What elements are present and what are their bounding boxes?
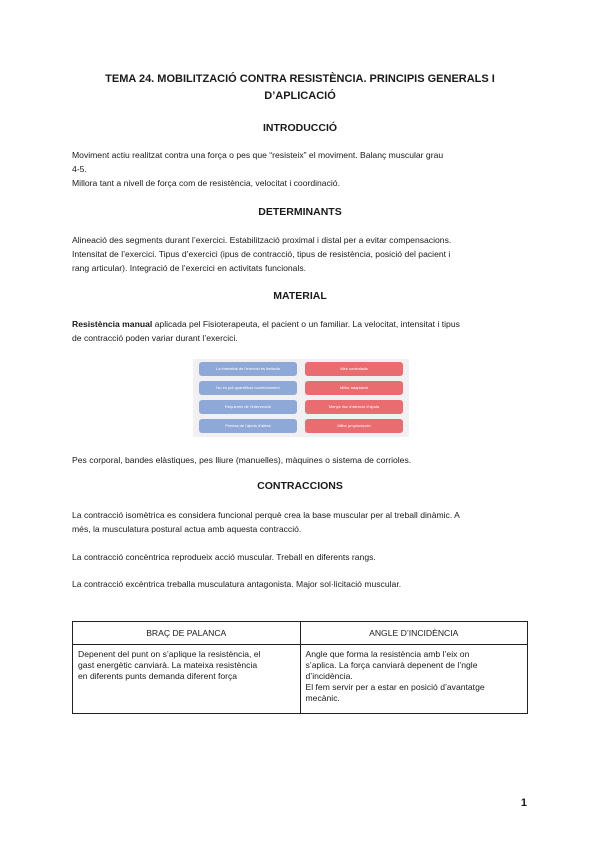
cell-line: El fem servir per a estar en posició d’avantatge: [305, 682, 485, 692]
table-row: [73, 645, 528, 714]
determinants-line-3: rang articular). Integració de l’exercici en activitats funcionals.: [72, 263, 307, 273]
table-header-cell: BRAÇ DE PALANCA: [73, 622, 301, 645]
document-title: [80, 71, 520, 105]
diagram-right-item: Millor adaptació: [305, 381, 403, 395]
cell-line: s’aplica. La força canviarà depenent de l’ngle: [305, 660, 478, 670]
cell-line: gast energètic canviarà. La mateixa resistència: [78, 660, 258, 670]
resistance-diagram: [193, 359, 409, 437]
introduccio-line-3: Millora tant a nivell de força com de resistència, velocitat i coordinació.: [72, 178, 340, 188]
diagram-left-item: Precisa de l’ajuda d’altres: [199, 419, 297, 433]
determinants-line-2: Intensitat de l’exercici. Tipus d’exercici (ipus de contracció, tipus de resistència, posició del pacient i: [72, 249, 451, 259]
material-line-2: de contracció poden variar durant l’exercici.: [72, 333, 238, 343]
table-cell-angle-incidencia: [300, 645, 528, 714]
table-header-cell: ANGLE D’INCIDÈNCIA: [300, 622, 528, 645]
determinants-line-1: Alineació des segments durant l’exercici. Estabilització proximal i distal per a evitar compensacions.: [72, 235, 452, 245]
diagram-right-item: Menys risc d’atenció d’ajuda: [305, 400, 403, 414]
heading-material: MATERIAL: [273, 290, 327, 302]
cell-line: d’incidència.: [305, 671, 353, 681]
contraccions-p1-line-1: La contracció isomètrica es considera funcional perquè crea la base muscular per al treball dinàmic. A: [72, 510, 460, 520]
contraccions-paragraph-3: La contracció excèntrica treballa musculatura antagonista. Major sol·licitació muscular.: [72, 579, 402, 589]
cell-line: Depenent del punt on s’aplique la resistència, el: [78, 649, 261, 659]
diagram-right-item: Millor propiocepció: [305, 419, 403, 433]
cell-line: Angle que forma la resistència amb l’eix on: [305, 649, 470, 659]
heading-determinants: DETERMINANTS: [258, 206, 342, 218]
title-line-1: TEMA 24. MOBILITZACIÓ CONTRA RESISTÈNCIA. PRINCIPIS GENERALS I: [105, 73, 495, 85]
cell-line: mecànic.: [305, 693, 340, 703]
diagram-right-item: Més controlada: [305, 362, 403, 376]
introduccio-line-1: Moviment actiu realitzat contra una força o pes que “resisteix” el moviment. Balanç muscular grau: [72, 150, 444, 160]
determinants-paragraph: [72, 233, 528, 275]
comparison-table: [72, 621, 528, 714]
introduccio-paragraph: [72, 148, 528, 190]
diagram-left-item: Requereix de l’intervenció: [199, 400, 297, 414]
page-number: 1: [520, 797, 527, 809]
heading-introduccio: INTRODUCCIÓ: [262, 122, 338, 134]
material-line-1-rest: aplicada pel Fisioterapeuta, el pacient o un familiar. La velocitat, intensitat i tipus: [152, 319, 460, 329]
title-line-2: D’APLICACIÓ: [264, 90, 336, 102]
material-line-1: [72, 317, 528, 331]
diagram-left-item: La intensitat de l’exercici és limitada: [199, 362, 297, 376]
contraccions-paragraph-1: [72, 508, 528, 536]
introduccio-line-2: 4-5.: [72, 164, 87, 174]
contraccions-paragraph-2: La contracció concèntrica reprodueix acció muscular. Treball en diferents rangs.: [72, 552, 376, 562]
heading-contraccions: CONTRACCIONS: [257, 480, 343, 492]
contraccions-p1-line-2: més, la musculatura postural actua amb aquesta contracció.: [72, 524, 302, 534]
diagram-left-item: No es pot quantificar numèricament: [199, 381, 297, 395]
table-header-row: [73, 622, 528, 645]
table-cell-brac-de-palanca: [73, 645, 301, 714]
material-after-diagram: Pes corporal, bandes elàstiques, pes lliure (manuelles), màquines o sistema de corrioles.: [72, 455, 412, 465]
material-paragraph: [72, 317, 528, 345]
cell-line: en diferents punts demanda diferent força: [78, 671, 238, 681]
material-bold-lead: Resistència manual: [72, 319, 153, 329]
